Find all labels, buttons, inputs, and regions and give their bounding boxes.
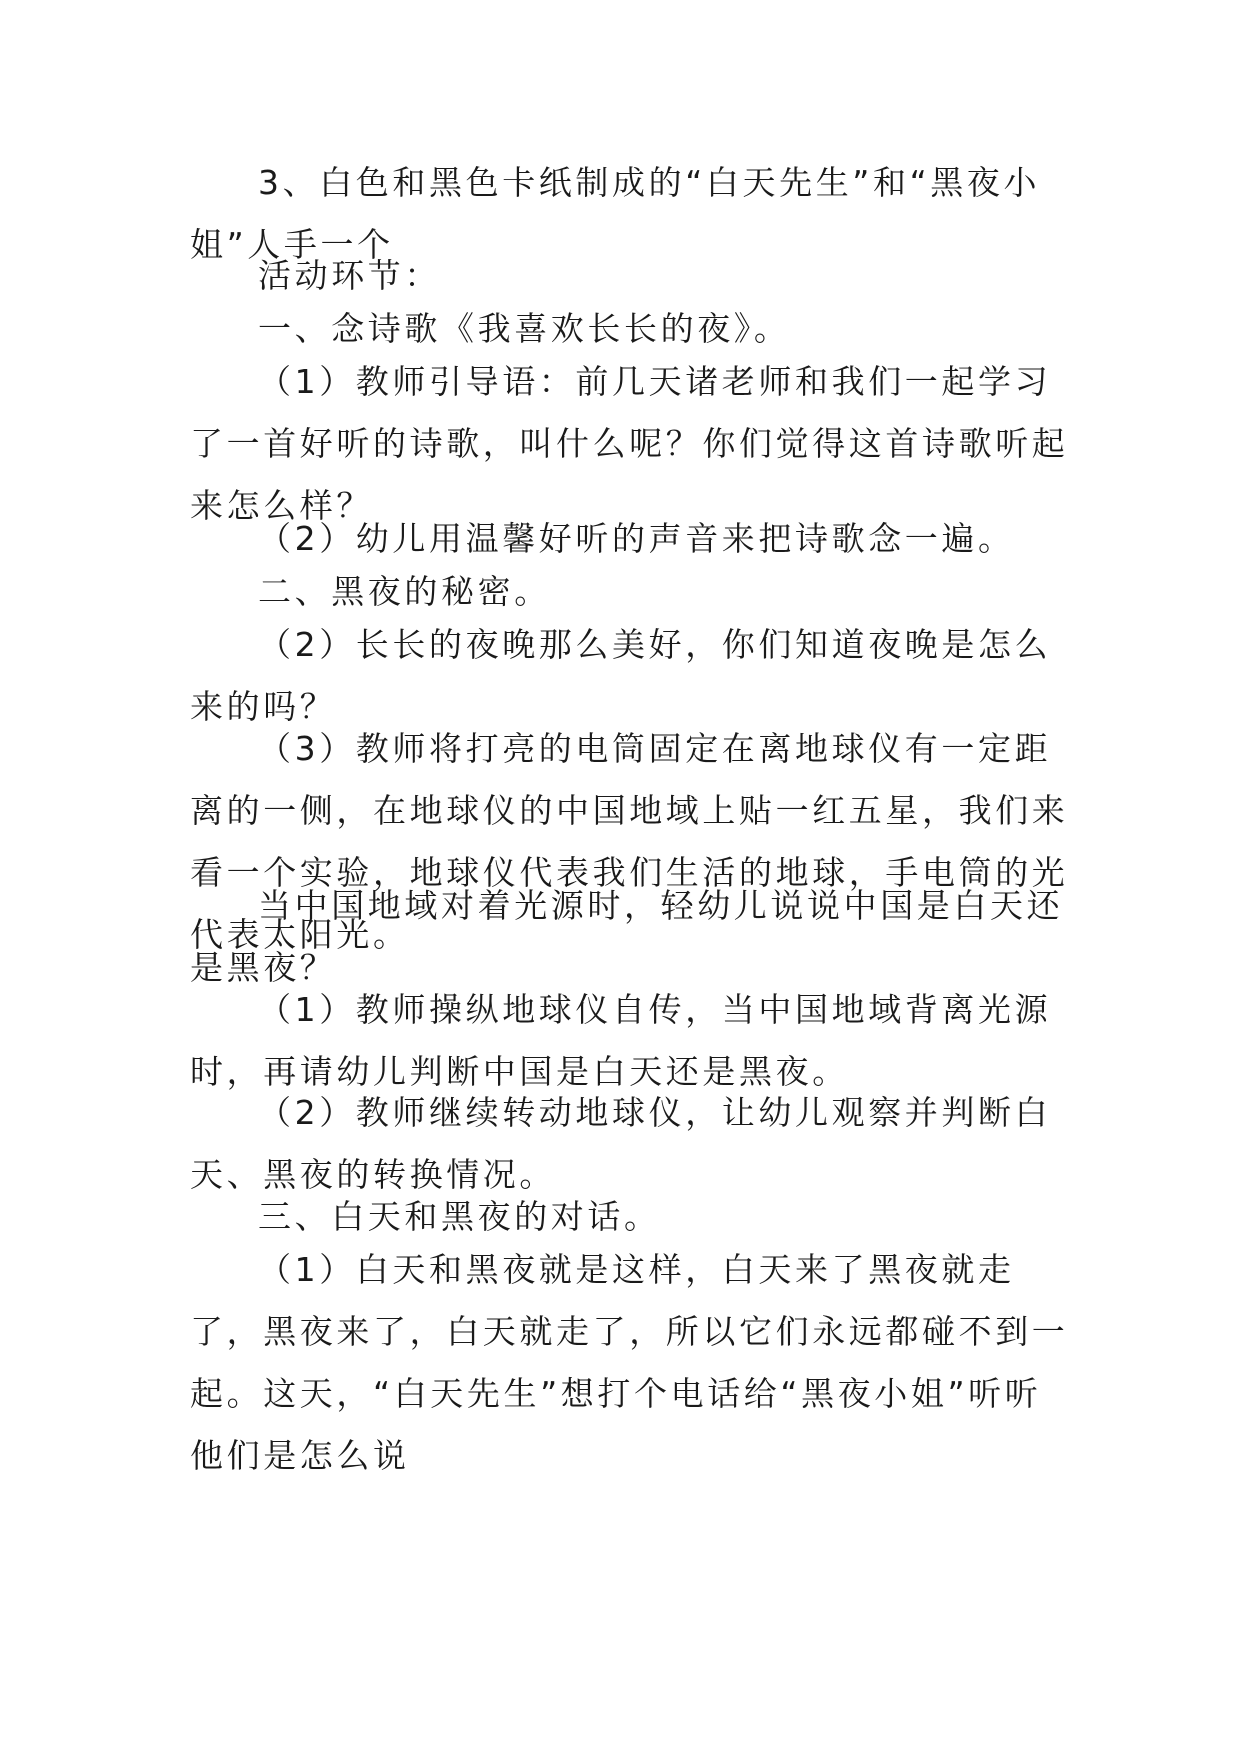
paragraph-section-one-step-2: （2）幼儿用温馨好听的声音来把诗歌念一遍。 bbox=[258, 519, 1015, 558]
paragraph-materials-3: 3、白色和黑色卡纸制成的“白天先生”和“黑夜小姐”人手一个 bbox=[190, 163, 1041, 264]
paragraph-section-two-step-3: （3）教师将打亮的电筒固定在离地球仪有一定距离的一侧，在地球仪的中国地域上贴一红五星，我们来看一个实验，地球仪代表我们生活的地球，手电筒的光代表太阳光。 bbox=[190, 729, 1069, 954]
paragraph-section-one-step-1: （1）教师引导语：前几天诸老师和我们一起学习了一首好听的诗歌，叫什么呢？你们觉得这首诗歌听起来怎么样？ bbox=[190, 362, 1069, 525]
paragraph-section-three-heading: 三、白天和黑夜的对话。 bbox=[258, 1197, 661, 1236]
paragraph-section-two-heading: 二、黑夜的秘密。 bbox=[258, 572, 551, 611]
paragraph-activity-steps-heading: 活动环节： bbox=[258, 256, 441, 295]
paragraph-light-source-question: 当中国地域对着光源时，轻幼儿说说中国是白天还是黑夜？ bbox=[190, 886, 1064, 987]
paragraph-globe-rotate-step-1: （1）教师操纵地球仪自传，当中国地域背离光源时，再请幼儿判断中国是白天还是黑夜。 bbox=[190, 990, 1052, 1091]
paragraph-section-two-step-2: （2）长长的夜晚那么美好，你们知道夜晚是怎么来的吗？ bbox=[190, 625, 1052, 726]
paragraph-section-one-heading: 一、念诗歌《我喜欢长长的夜》。 bbox=[258, 309, 791, 348]
paragraph-section-three-step-1: （1）白天和黑夜就是这样，白天来了黑夜就走了，黑夜来了，白天就走了，所以它们永远都碰不到一起。这天，“白天先生”想打个电话给“黑夜小姐”听听他们是怎么说 bbox=[190, 1250, 1069, 1475]
paragraph-globe-rotate-step-2: （2）教师继续转动地球仪，让幼儿观察并判断白天、黑夜的转换情况。 bbox=[190, 1093, 1052, 1194]
